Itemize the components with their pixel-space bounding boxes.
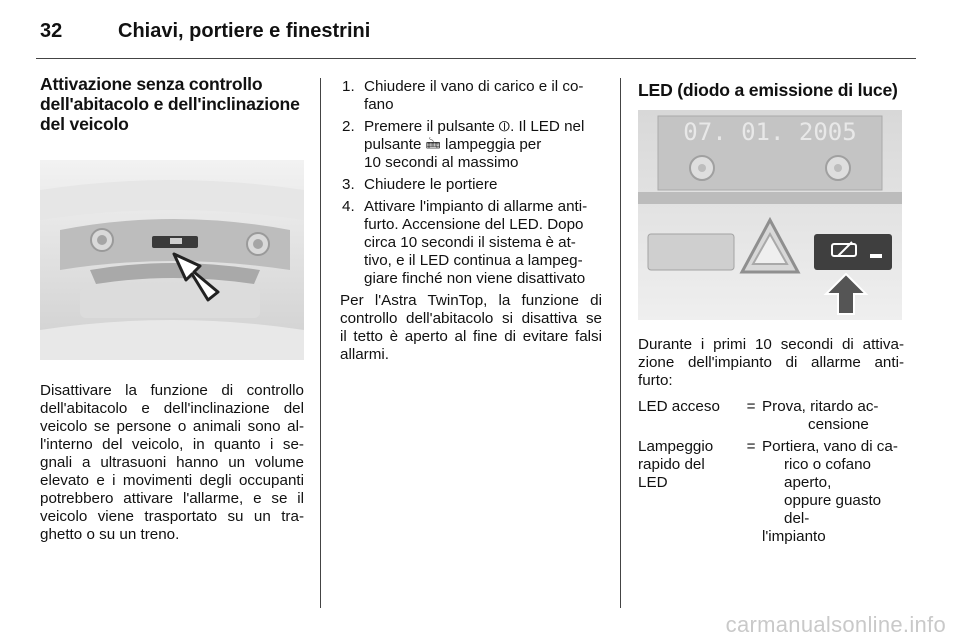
clock-display: 07. 01. 2005 xyxy=(683,118,857,146)
text-line: allarmi. xyxy=(340,346,389,363)
steps-list xyxy=(340,78,602,288)
section-heading-interior-monitoring xyxy=(40,74,304,134)
cell-line: rapido del xyxy=(638,456,705,473)
cell-line: Portiera, vano di ca- xyxy=(762,438,898,455)
column-left xyxy=(40,74,304,544)
text-line: Per l'Astra TwinTop, la funzione di xyxy=(340,292,602,309)
step-line: 10 secondi al massimo xyxy=(364,154,519,171)
equals-sign: = xyxy=(746,398,756,415)
cell-line: LED acceso xyxy=(638,398,720,415)
step-line: tivo, e il LED continua a lampeg- xyxy=(364,252,583,269)
led-meaning-cell xyxy=(756,398,904,438)
step-line: Premere il pulsante ⦶. Il LED nel xyxy=(364,118,585,135)
heading-line: del veicolo xyxy=(40,114,129,134)
header-rule xyxy=(36,58,916,59)
led-state-cell xyxy=(638,398,746,438)
step-number: 1. xyxy=(342,78,355,95)
column-middle xyxy=(340,78,602,364)
text-line: Durante i primi 10 secondi di attiva- xyxy=(638,336,904,353)
cell-line: oppure guasto del- xyxy=(784,492,882,527)
step-line: pulsante 🖮 lampeggia per xyxy=(364,136,542,153)
page-number: 32 xyxy=(40,20,63,42)
table-row xyxy=(638,398,904,438)
column-right xyxy=(638,74,904,550)
step-line: giare finché non viene disattivato xyxy=(364,270,586,287)
step-number: 4. xyxy=(342,198,355,215)
text-line: il tetto è aperto al fine di evitare falsi xyxy=(340,328,602,345)
text-line: zione dell'impianto di allarme anti- xyxy=(638,354,904,371)
led-state-cell xyxy=(638,438,746,550)
section-heading-led: LED (diodo a emissione di luce) xyxy=(638,80,898,100)
text-line: veicolo se persone o animali sono al- xyxy=(40,418,304,435)
cell-line: Lampeggio xyxy=(638,438,714,455)
step-item xyxy=(340,118,602,172)
figure-roof-console xyxy=(40,160,304,360)
step-line: fano xyxy=(364,96,394,113)
text-line: controllo dell'abitacolo si disattiva se xyxy=(340,310,602,327)
heading-line: dell'abitacolo e dell'inclinazione xyxy=(40,94,300,114)
cell-line: Prova, ritardo ac- xyxy=(762,398,879,415)
page-title: Chiavi, portiere e finestrini xyxy=(118,20,371,42)
text-line: furto: xyxy=(638,372,673,389)
text-line: gnali a ultrasuoni hanno un volume xyxy=(40,454,304,471)
cell-line: censione xyxy=(808,416,869,433)
step-line: Chiudere il vano di carico e il co- xyxy=(364,78,584,95)
cell-line: LED xyxy=(638,474,668,491)
paragraph-deactivate xyxy=(40,382,304,544)
led-meaning-cell xyxy=(756,438,904,550)
step-item xyxy=(340,176,602,194)
text-line: ghetto o su un treno. xyxy=(40,526,180,543)
table-row xyxy=(638,438,904,550)
led-status-table xyxy=(638,398,904,550)
text-line: potrebbero attivare l'allarme, e se il xyxy=(40,490,304,507)
heading-line: Attivazione senza controllo xyxy=(40,74,263,94)
step-item xyxy=(340,78,602,114)
step-item xyxy=(340,198,602,288)
equals-sign: = xyxy=(746,438,756,455)
text-line: l'interno del veicolo, in quanto i se- xyxy=(40,436,304,453)
step-line: circa 10 secondi il sistema è at- xyxy=(364,234,576,251)
step-line: Chiudere le portiere xyxy=(364,176,498,193)
watermark: carmanualsonline.info xyxy=(725,612,946,637)
figure-led-button xyxy=(638,110,902,320)
cell-line: l'impianto xyxy=(762,528,826,545)
step-number: 3. xyxy=(342,176,355,193)
paragraph-led-intro xyxy=(638,336,904,390)
paragraph-twintop xyxy=(340,292,602,364)
step-number: 2. xyxy=(342,118,355,135)
text-line: Disattivare la funzione di controllo xyxy=(40,382,304,399)
step-line: Attivare l'impianto di allarme anti- xyxy=(364,198,588,215)
text-line: elevato e i movimenti degli occupanti xyxy=(40,472,304,489)
cell-line: rico o cofano aperto, xyxy=(784,456,871,491)
column-divider-1 xyxy=(320,78,321,608)
step-line: furto. Accensione del LED. Dopo xyxy=(364,216,584,233)
text-line: veicolo viene trasportato su un tra- xyxy=(40,508,304,525)
column-divider-2 xyxy=(620,78,621,608)
text-line: dell'abitacolo e dell'inclinazione del xyxy=(40,400,304,417)
